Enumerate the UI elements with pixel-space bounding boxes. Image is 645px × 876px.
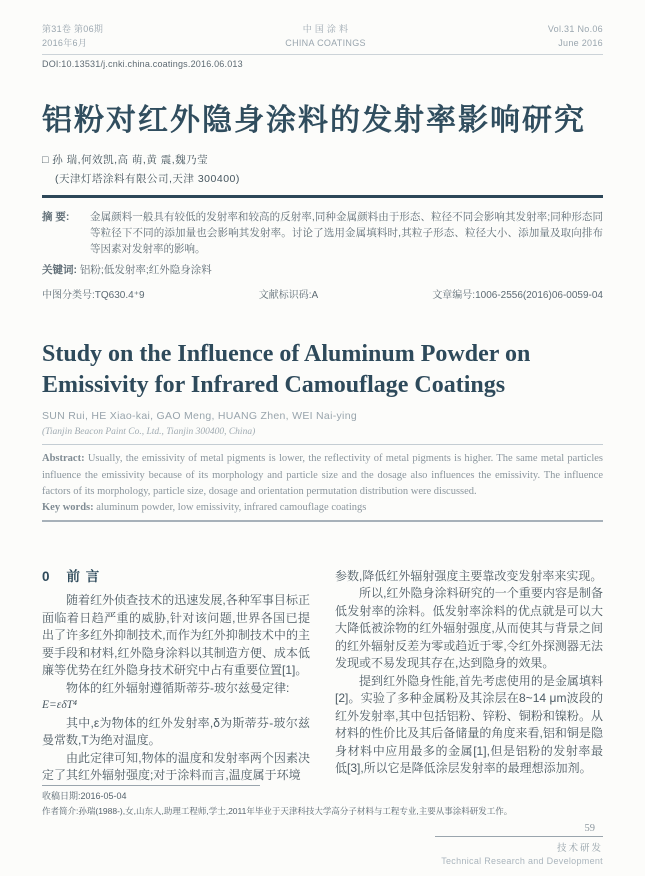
issue-en-line1: Vol.31 No.06 bbox=[547, 24, 603, 34]
journal-name-cn: 中 国 涂 料 bbox=[302, 24, 349, 34]
authors-cn: □ 孙 瑞,何效凯,高 萌,黄 震,魏乃莹 bbox=[42, 154, 209, 166]
keywords-en bbox=[42, 502, 603, 513]
footer-divider bbox=[435, 836, 603, 837]
issue-en-line2: June 2016 bbox=[558, 38, 603, 48]
received-date: 收稿日期:2016-05-04 bbox=[42, 790, 127, 801]
keywords-cn-label: 关键词: bbox=[42, 264, 77, 276]
section-heading bbox=[42, 568, 310, 586]
doc-code-value: A bbox=[311, 290, 319, 301]
paragraph: 所以,红外隐身涂料研究的一个重要内容是制备低发射率的涂料。低发射率涂料的优点就是可以大大降低被涂物的红外辐射强度,从而使其与背景之间的红外辐射反差为零或趋近于零,令红外探测器无法发现或不易发现其存在,达到隐身的效果。 bbox=[335, 586, 603, 670]
column-name-en: Technical Research and Development bbox=[441, 855, 603, 866]
abstract-en-label: Abstract: bbox=[42, 453, 85, 464]
header-issue-en bbox=[548, 22, 603, 50]
body-column-left bbox=[42, 568, 310, 785]
column-name-cn: 技术研发 bbox=[556, 842, 603, 854]
title-divider bbox=[42, 195, 603, 198]
title-en-line1: Study on the Influence of Aluminum Powder on bbox=[42, 341, 531, 367]
abstract-cn-label: 摘 要: bbox=[42, 211, 70, 223]
abstract-en bbox=[42, 451, 603, 501]
keywords-cn-text: 铝粉;低发射率;红外隐身涂料 bbox=[79, 264, 212, 276]
affiliation-en: (Tianjin Beacon Paint Co., Ltd., Tianjin 300400, China) bbox=[42, 427, 256, 437]
authors-en: SUN Rui, HE Xiao-kai, GAO Meng, HUANG Zhen, WEI Nai-ying bbox=[42, 410, 357, 422]
header-divider bbox=[42, 54, 603, 55]
body-columns bbox=[42, 568, 603, 785]
article-id bbox=[432, 286, 603, 301]
abstract-cn-text: 金属颜料一般具有较低的发射率和较高的反射率,同种金属颜料由于形态、粒径不同会影响其发射率;同种形态同等粒径下不同的添加量也会影响其发射率。讨论了选用金属填料时,其粒子形态、粒径大小、添加量及取向排布等因素对发射率的影响。 bbox=[90, 211, 603, 255]
page-number: 59 bbox=[584, 822, 595, 834]
doc-code-label: 文献标识码: bbox=[258, 290, 312, 301]
stefan-boltzmann-formula: E=εδT⁴ bbox=[42, 699, 78, 711]
paragraph: 参数,降低红外辐射强度主要靠改变发射率来实现。 bbox=[335, 568, 603, 583]
keywords-en-label: Key words: bbox=[42, 501, 94, 513]
affiliation-cn: (天津灯塔涂料有限公司,天津 300400) bbox=[55, 173, 240, 185]
clc-label: 中图分类号: bbox=[42, 290, 95, 301]
abstract-en-text: Usually, the emissivity of metal pigments is lower, the reflectivity of metal pigments is higher. The same metal particles influence the emissivity because of its morphology and particle size and the dosage also influences the emissivity. The influence factors of its morphology, particle size, dosage and orientation permutation distribution were discussed. bbox=[42, 453, 603, 497]
author-bio: 作者简介:孙瑞(1988-),女,山东人,助理工程师,学士,2011年毕业于天津科技大学高分子材料与工程专业,主要从事涂料研发工作。 bbox=[42, 805, 513, 816]
paragraph: 由此定律可知,物体的温度和发射率两个因素决定了其红外辐射强度;对于涂料而言,温度属于环境 bbox=[42, 750, 310, 782]
doi-line: DOI:10.13531/j.cnki.china.coatings.2016.06.013 bbox=[42, 59, 243, 69]
clc-value: TQ630.4⁺9 bbox=[94, 290, 145, 301]
paragraph: 物体的红外辐射遵循斯蒂芬-玻尔兹曼定律: bbox=[66, 680, 290, 695]
header-issue-cn bbox=[42, 22, 103, 50]
footnote-divider bbox=[42, 785, 260, 786]
journal-name-en: CHINA COATINGS bbox=[285, 38, 366, 48]
article-id-label: 文章编号: bbox=[432, 290, 476, 301]
keywords-en-text: aluminum powder, low emissivity, infrared camouflage coatings bbox=[93, 501, 367, 513]
abstract-bottom-divider bbox=[42, 520, 603, 522]
article-title-cn: 铝粉对红外隐身涂料的发射率影响研究 bbox=[42, 104, 586, 137]
english-block-divider bbox=[42, 444, 603, 445]
body-column-right bbox=[335, 568, 603, 785]
abstract-cn bbox=[42, 209, 603, 257]
paragraph: 随着红外侦查技术的迅速发展,各种军事目标正面临着日趋严重的威胁,针对该问题,世界各国已提出了许多红外抑制技术,而作为红外抑制技术中的主要手段和材料,红外隐身涂料以其制造方便、成本低廉等优势在红外隐身技术研究中占有重要位置[1]。 bbox=[42, 593, 310, 677]
clc-number bbox=[42, 286, 145, 301]
title-en-line2: Emissivity for Infrared Camouflage Coatings bbox=[42, 372, 506, 398]
page-footer bbox=[42, 823, 603, 866]
issue-cn-line1: 第31卷 第06期 bbox=[42, 24, 104, 34]
section-title: 前 言 bbox=[66, 568, 101, 584]
article-title-en bbox=[42, 339, 603, 401]
article-meta-row bbox=[42, 286, 603, 301]
paragraph: 其中,ε为物体的红外发射率,δ为斯蒂芬-玻尔兹曼常数,T为绝对温度。 bbox=[42, 715, 310, 747]
section-number: 0 bbox=[42, 568, 51, 584]
issue-cn-line2: 2016年6月 bbox=[42, 38, 88, 48]
header-journal-name bbox=[285, 22, 366, 50]
journal-header bbox=[42, 22, 603, 50]
keywords-cn bbox=[42, 262, 603, 277]
footnote-block bbox=[42, 785, 603, 817]
document-code bbox=[259, 286, 318, 301]
article-id-value: 1006-2556(2016)06-0059-04 bbox=[475, 290, 603, 301]
paragraph: 提到红外隐身性能,首先考虑使用的是金属填料[2]。实验了多种金属粉及其涂层在8~14 μm波段的红外发射率,其中包括铝粉、锌粉、铜粉和镍粉。从材料的性价比及其后备储量的角度来看,铝和铜是隐身材料中应用最多的金属[1],但是铝粉的发射率最低[3],所以它是降低涂层发射率的最理想添加剂。 bbox=[335, 673, 603, 775]
